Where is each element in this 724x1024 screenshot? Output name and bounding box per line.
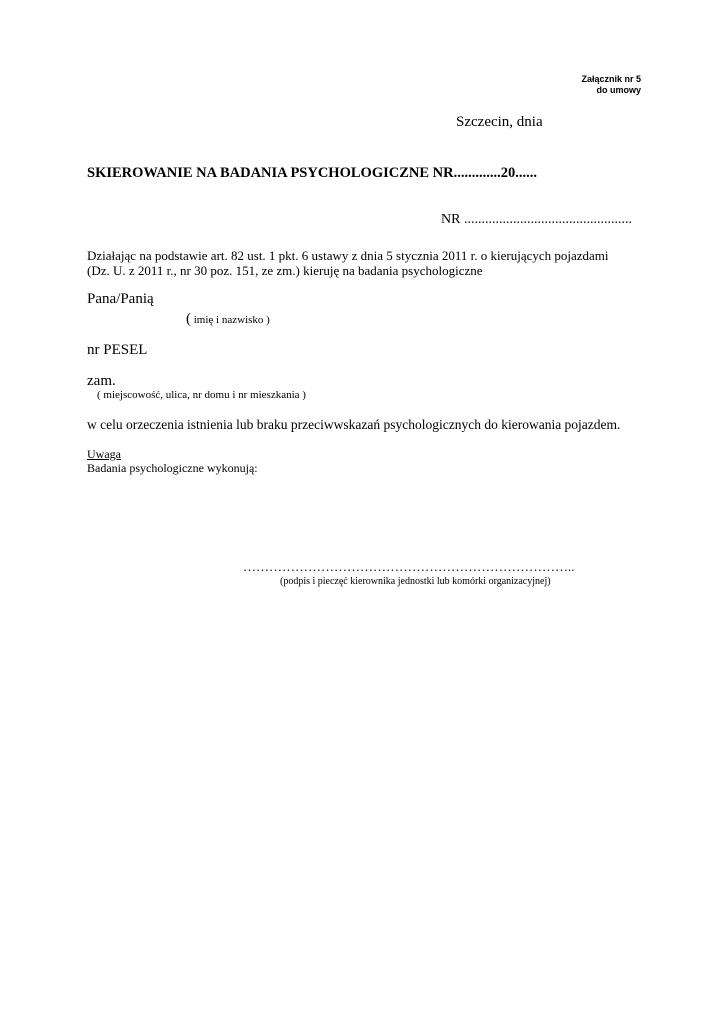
signature-caption: (podpis i pieczęć kierownika jednostki lub komórki organizacyjnej) xyxy=(280,576,551,587)
legal-basis-line-1: Działając na podstawie art. 82 ust. 1 pkt. 6 ustawy z dnia 5 stycznia 2011 r. o kierujących pojazdami xyxy=(87,248,609,263)
annex-label: Załącznik nr 5 xyxy=(581,74,641,84)
person-label: Pana/Panią xyxy=(87,291,154,307)
purpose-text: w celu orzeczenia istnienia lub braku przeciwwskazań psychologicznych do kierowania pojazdem. xyxy=(87,417,621,432)
legal-basis-line-2: (Dz. U. z 2011 r., nr 30 poz. 151, ze zm.) kieruję na badania psychologiczne xyxy=(87,263,483,278)
note-heading: Uwaga xyxy=(87,447,121,461)
name-hint xyxy=(186,311,270,328)
city-date: Szczecin, dnia xyxy=(456,114,543,130)
signature-line: ………………………………………………………………….. xyxy=(243,559,575,574)
name-hint-paren: ( xyxy=(186,311,191,327)
pesel-label: nr PESEL xyxy=(87,342,148,358)
note-text: Badania psychologiczne wykonują: xyxy=(87,461,258,475)
number-line: NR ................................................ xyxy=(441,212,632,227)
address-hint: ( miejscowość, ulica, nr domu i nr mieszkania ) xyxy=(97,389,306,401)
document-title: SKIEROWANIE NA BADANIA PSYCHOLOGICZNE NR.............20...... xyxy=(87,165,537,181)
name-hint-text: imię i nazwisko ) xyxy=(191,314,270,326)
annex-contract-label: do umowy xyxy=(596,85,641,95)
address-label: zam. xyxy=(87,373,116,389)
